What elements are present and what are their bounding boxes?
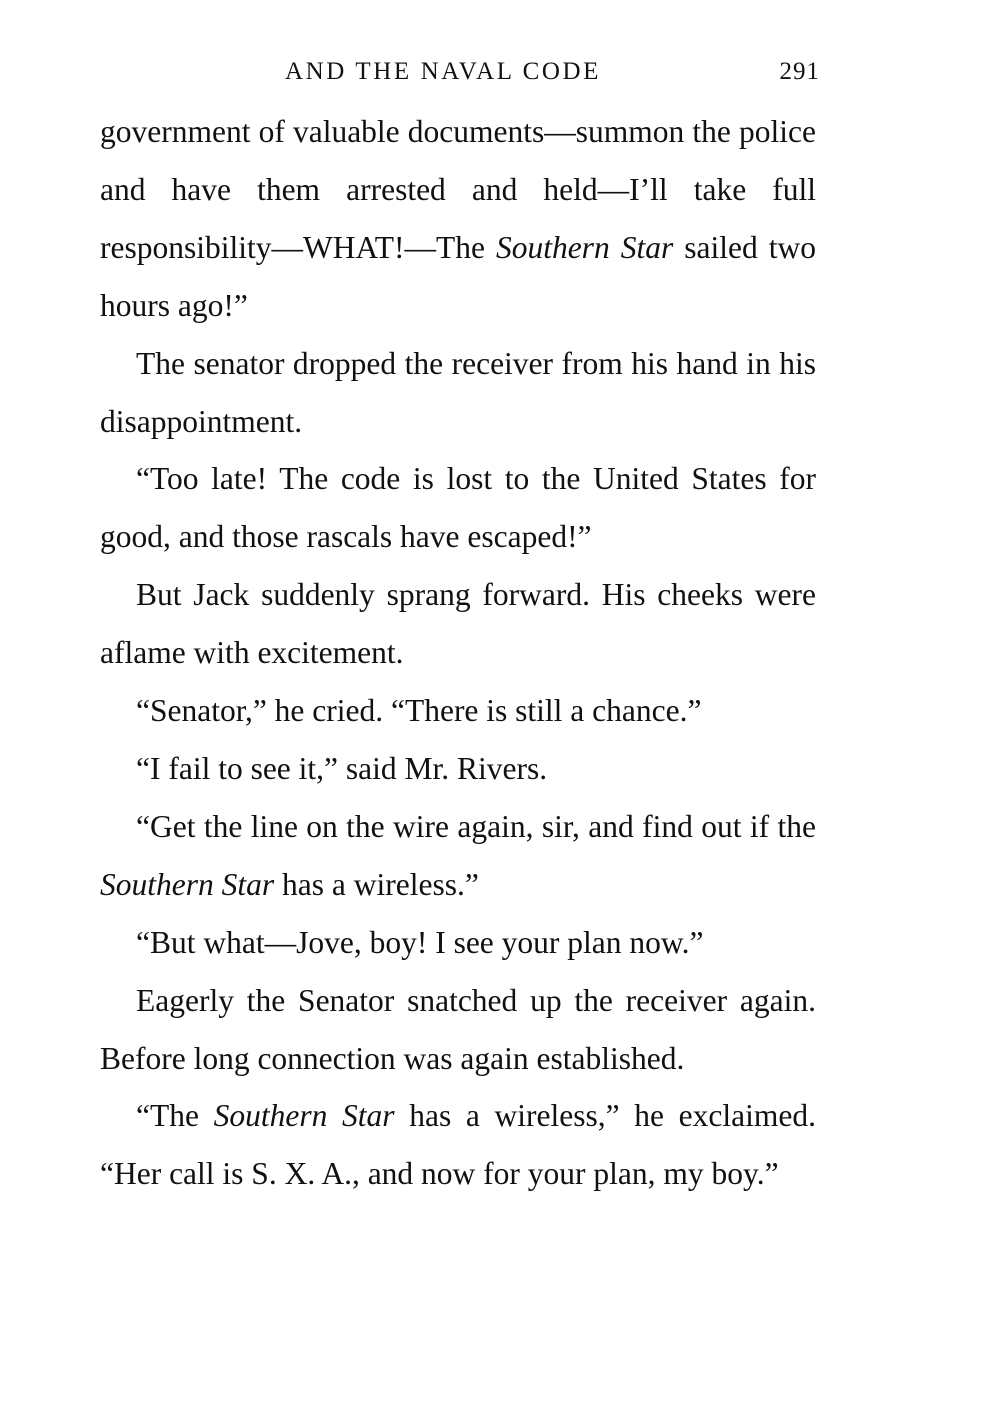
italic-ship-name: Southern Star [213,1098,395,1134]
paragraph [100,798,816,914]
italic-ship-name: Southern Star [100,866,275,902]
paragraph [100,914,816,972]
paragraph [100,335,816,451]
paragraph [100,682,816,740]
text-run: “Too late! The code is lost to the United States for good, and those rascals have escaped!” [100,461,816,555]
text-run: “But what—Jove, boy! I see your plan now.” [136,924,704,960]
paragraph [100,972,816,1088]
text-run: “Senator,” he cried. “There is still a chance.” [136,693,702,729]
text-run: has a wireless,” he exclaimed. “Her call is S. X. A., and now for your plan, my boy.” [100,1098,816,1192]
paragraph [100,1087,816,1203]
text-run: The senator dropped the receiver from his hand in his disappointment. [100,345,816,439]
text-run: But Jack suddenly sprang forward. His cheeks were aflame with excitement. [100,577,816,671]
running-head [100,52,820,92]
page-number: 291 [779,58,820,85]
text-run: “Get the line on the wire again, sir, and find out if the [136,808,816,844]
paragraph [100,566,816,682]
running-title: AND THE NAVAL CODE [285,58,602,85]
paragraph [100,103,816,335]
text-run: “I fail to see it,” said Mr. Rivers. [136,750,548,786]
body-text [100,103,816,1203]
text-run: has a wireless.” [274,866,479,902]
paragraph [100,740,816,798]
text-run: “The [136,1098,214,1134]
text-run: Eagerly the Senator snatched up the receiver again. Before long connection was again established. [100,982,816,1076]
paragraph [100,450,816,566]
text-run: government of valuable documents—summon the police and have them arrested and held—I’ll take full responsibility—WHAT!—The [100,114,816,265]
italic-ship-name: Southern Star [495,229,674,265]
text-run: sailed two hours ago!” [100,229,816,323]
